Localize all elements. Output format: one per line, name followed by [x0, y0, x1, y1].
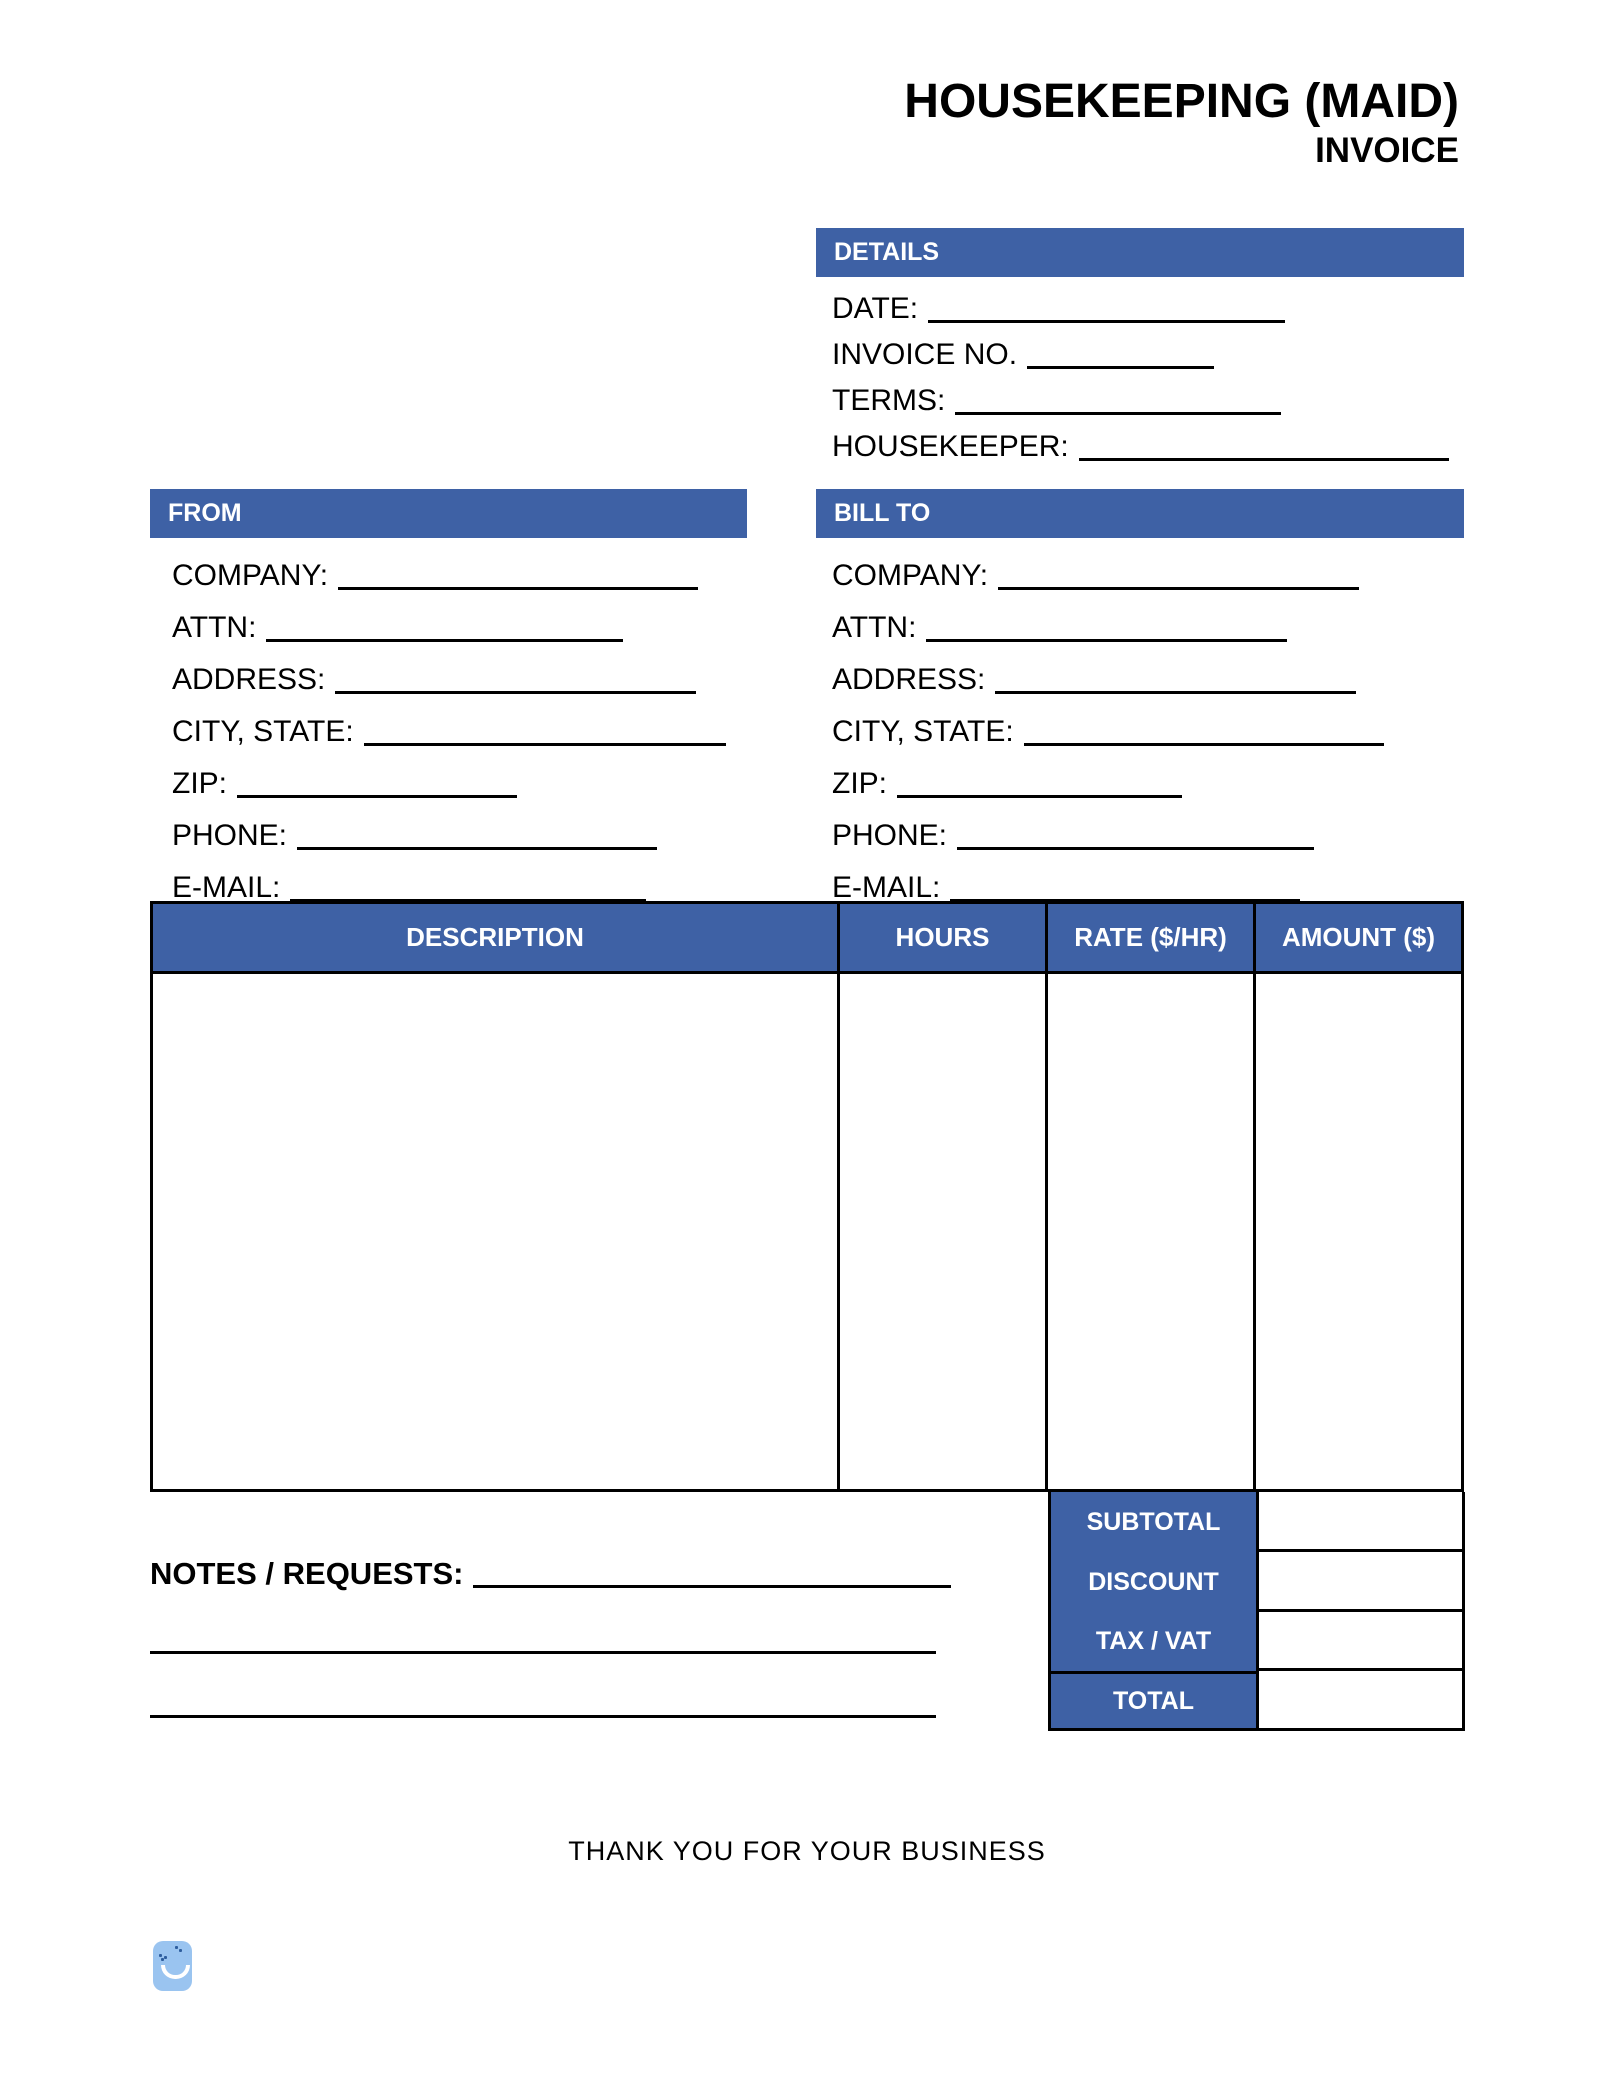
- from-attn-label: ATTN:: [172, 611, 257, 644]
- notes-input-line-2[interactable]: [150, 1651, 936, 1654]
- bill-to-zip-label: ZIP:: [832, 767, 888, 800]
- tax-vat-label: TAX / VAT: [1095, 1627, 1212, 1655]
- housekeeper-input-line[interactable]: [1079, 458, 1449, 461]
- invoice-no-field-row: [832, 329, 1214, 375]
- bill-to-address-input-line[interactable]: [995, 691, 1356, 694]
- housekeeper-field-row: [832, 421, 1449, 467]
- smile-glyph: [161, 1965, 190, 1979]
- discount-label: DISCOUNT: [1088, 1568, 1219, 1596]
- date-input-line[interactable]: [928, 320, 1285, 323]
- bill-to-attn-input-line[interactable]: [926, 639, 1287, 642]
- notes-input-line-3[interactable]: [150, 1715, 936, 1718]
- from-attn-row: [172, 596, 623, 648]
- terms-input-line[interactable]: [955, 412, 1281, 415]
- from-email-label: E-MAIL:: [172, 871, 281, 904]
- bill-to-company-input-line[interactable]: [998, 587, 1359, 590]
- column-header-rate: RATE ($/HR): [1048, 904, 1256, 974]
- from-attn-input-line[interactable]: [266, 639, 623, 642]
- date-label: DATE:: [832, 292, 919, 325]
- discount-value-cell[interactable]: [1259, 1552, 1462, 1612]
- rate-cell[interactable]: [1048, 974, 1256, 1489]
- from-phone-row: [172, 804, 657, 856]
- bill-to-attn-row: [832, 596, 1287, 648]
- invoice-no-input-line[interactable]: [1027, 366, 1214, 369]
- bill-to-section-header: BILL TO: [816, 489, 1464, 538]
- from-phone-input-line[interactable]: [297, 847, 657, 850]
- from-zip-label: ZIP:: [172, 767, 228, 800]
- date-field-row: [832, 283, 1285, 329]
- bill-to-city-state-label: CITY, STATE:: [832, 715, 1014, 748]
- bill-to-phone-row: [832, 804, 1314, 856]
- bill-to-city-state-row: [832, 700, 1384, 752]
- notes-input-line-1[interactable]: [473, 1585, 951, 1588]
- page-title-line2: INVOICE: [1315, 131, 1459, 170]
- from-address-input-line[interactable]: [335, 691, 696, 694]
- bill-to-phone-label: PHONE:: [832, 819, 948, 852]
- description-cell[interactable]: [153, 974, 840, 1489]
- page-title-line1: HOUSEKEEPING (MAID): [904, 75, 1459, 128]
- terms-label: TERMS:: [832, 384, 946, 417]
- bill-to-company-label: COMPANY:: [832, 559, 989, 592]
- tax-vat-value-cell[interactable]: [1259, 1612, 1462, 1671]
- bill-to-company-row: [832, 544, 1359, 596]
- smiley-face-logo-icon: [153, 1941, 192, 1991]
- from-zip-row: [172, 752, 517, 804]
- from-company-input-line[interactable]: [338, 587, 698, 590]
- from-city-state-row: [172, 700, 726, 752]
- column-header-description: DESCRIPTION: [153, 904, 840, 974]
- bill-to-address-row: [832, 648, 1356, 700]
- subtotal-label: SUBTOTAL: [1086, 1508, 1221, 1536]
- subtotal-value-cell[interactable]: [1259, 1492, 1462, 1552]
- from-city-state-input-line[interactable]: [364, 743, 726, 746]
- amount-cell[interactable]: [1256, 974, 1461, 1489]
- from-zip-input-line[interactable]: [237, 795, 517, 798]
- bill-to-attn-label: ATTN:: [832, 611, 917, 644]
- document-title: [700, 74, 1459, 172]
- notes-requests-row: [150, 1550, 951, 1594]
- terms-field-row: [832, 375, 1281, 421]
- from-phone-label: PHONE:: [172, 819, 288, 852]
- from-company-row: [172, 544, 698, 596]
- thank-you-message: THANK YOU FOR YOUR BUSINESS: [568, 1836, 1046, 1866]
- from-address-label: ADDRESS:: [172, 663, 326, 696]
- line-items-table: [150, 901, 1464, 1492]
- total-value-cell[interactable]: [1259, 1671, 1462, 1728]
- bill-to-zip-row: [832, 752, 1182, 804]
- invoice-no-label: INVOICE NO.: [832, 338, 1018, 371]
- bill-to-city-state-input-line[interactable]: [1024, 743, 1384, 746]
- from-city-state-label: CITY, STATE:: [172, 715, 354, 748]
- housekeeper-label: HOUSEKEEPER:: [832, 430, 1069, 463]
- hours-cell[interactable]: [840, 974, 1048, 1489]
- from-address-row: [172, 648, 696, 700]
- summary-values-block: [1256, 1492, 1465, 1731]
- bill-to-phone-input-line[interactable]: [957, 847, 1314, 850]
- bill-to-address-label: ADDRESS:: [832, 663, 986, 696]
- bill-to-zip-input-line[interactable]: [897, 795, 1182, 798]
- from-section-header: FROM: [150, 489, 747, 538]
- notes-requests-label: NOTES / REQUESTS:: [150, 1556, 464, 1591]
- summary-labels-block: [1048, 1492, 1256, 1671]
- details-section-header: DETAILS: [816, 228, 1464, 277]
- from-company-label: COMPANY:: [172, 559, 329, 592]
- total-label: TOTAL: [1048, 1671, 1256, 1731]
- bill-to-email-label: E-MAIL:: [832, 871, 941, 904]
- column-header-hours: HOURS: [840, 904, 1048, 974]
- column-header-amount: AMOUNT ($): [1256, 904, 1461, 974]
